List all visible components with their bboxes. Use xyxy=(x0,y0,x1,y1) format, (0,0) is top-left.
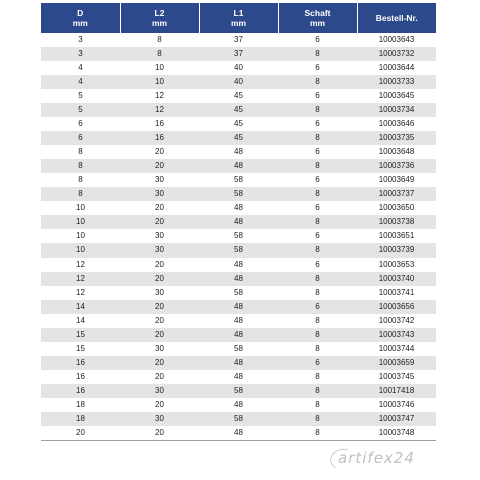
cell-bestell-nr: 10003736 xyxy=(357,159,436,173)
cell-l2: 30 xyxy=(155,175,164,185)
table-row xyxy=(41,272,436,286)
cell-d: 8 xyxy=(78,175,83,185)
cell-l2: 30 xyxy=(120,384,199,398)
table-row xyxy=(41,356,436,370)
cell-l1: 58 xyxy=(234,175,243,185)
cell-l1: 40 xyxy=(234,63,243,73)
cell-l2: 16 xyxy=(155,119,164,129)
cell-d: 20 xyxy=(41,426,120,441)
cell-d: 18 xyxy=(41,412,120,426)
cell-bestell-nr: 10003738 xyxy=(357,215,436,229)
table-row xyxy=(41,243,436,257)
cell-l1: 48 xyxy=(234,371,243,381)
cell-d: 8 xyxy=(41,159,120,173)
cell-d: 3 xyxy=(41,47,120,61)
table-row xyxy=(41,75,436,89)
cell-d: 6 xyxy=(41,131,120,145)
cell-schaft: 8 xyxy=(278,426,357,441)
cell-d: 14 xyxy=(41,300,120,314)
artifex24-logo xyxy=(332,446,444,472)
cell-l2: 30 xyxy=(120,412,199,426)
cell-l1: 58 xyxy=(199,384,278,398)
cell-bestell-nr: 10003653 xyxy=(378,259,415,269)
table-row xyxy=(41,173,436,187)
column-header-l2 xyxy=(120,3,199,33)
column-header-schaft-unit: mm xyxy=(309,18,326,28)
cell-d: 4 xyxy=(78,63,83,73)
cell-l2: 8 xyxy=(120,47,199,61)
cell-schaft: 8 xyxy=(278,215,357,229)
table-row xyxy=(41,187,436,201)
cell-l2: 20 xyxy=(120,426,199,441)
cell-bestell-nr: 10003744 xyxy=(378,343,415,353)
table-body xyxy=(41,33,436,440)
cell-d: 12 xyxy=(76,287,85,297)
cell-bestell-nr: 10003644 xyxy=(378,63,415,73)
cell-d: 15 xyxy=(76,343,85,353)
cell-d: 12 xyxy=(76,259,85,269)
column-header-l1-label: L1 xyxy=(233,8,244,18)
cell-l1: 58 xyxy=(199,243,278,257)
cell-schaft: 8 xyxy=(278,187,357,201)
cell-schaft: 8 xyxy=(278,47,357,61)
product-table xyxy=(41,3,436,441)
cell-bestell-nr: 10003648 xyxy=(378,147,415,157)
cell-bestell-nr: 10003740 xyxy=(357,272,436,286)
column-header-l1 xyxy=(199,3,278,33)
cell-schaft: 8 xyxy=(278,159,357,173)
cell-bestell-nr: 10003735 xyxy=(357,131,436,145)
cell-schaft: 8 xyxy=(278,328,357,342)
column-header-schaft-label: Schaft xyxy=(304,8,331,18)
cell-bestell-nr: 10003745 xyxy=(378,371,415,381)
table-row xyxy=(41,131,436,145)
cell-l2: 10 xyxy=(155,63,164,73)
cell-schaft: 6 xyxy=(315,259,320,269)
product-table-container xyxy=(41,3,436,441)
column-header-bestell-nr-label: Bestell-Nr. xyxy=(375,13,418,23)
cell-d: 10 xyxy=(41,243,120,257)
cell-bestell-nr: 10017418 xyxy=(357,384,436,398)
table-row xyxy=(41,286,436,300)
cell-l2: 20 xyxy=(120,272,199,286)
cell-schaft: 8 xyxy=(278,272,357,286)
cell-schaft: 8 xyxy=(315,287,320,297)
cell-l2: 20 xyxy=(120,356,199,370)
table-row xyxy=(41,342,436,356)
cell-l1: 45 xyxy=(199,103,278,117)
cell-d: 12 xyxy=(41,272,120,286)
cell-l1: 48 xyxy=(199,300,278,314)
table-row xyxy=(41,89,436,103)
cell-d: 10 xyxy=(76,231,85,241)
cell-l2: 30 xyxy=(155,231,164,241)
column-header-l2-label: L2 xyxy=(154,8,165,18)
cell-d: 18 xyxy=(76,399,85,409)
cell-bestell-nr: 10003747 xyxy=(357,412,436,426)
table-row xyxy=(41,47,436,61)
cell-d: 16 xyxy=(41,356,120,370)
cell-bestell-nr: 10003733 xyxy=(357,75,436,89)
cell-l1: 58 xyxy=(199,187,278,201)
cell-l1: 48 xyxy=(234,203,243,213)
cell-l1: 37 xyxy=(199,47,278,61)
cell-l2: 20 xyxy=(155,315,164,325)
cell-l2: 12 xyxy=(155,91,164,101)
table-row xyxy=(41,33,436,47)
cell-bestell-nr: 10003645 xyxy=(378,91,415,101)
cell-schaft: 8 xyxy=(278,75,357,89)
table-header xyxy=(41,3,436,33)
cell-schaft: 8 xyxy=(315,399,320,409)
cell-l1: 48 xyxy=(199,159,278,173)
cell-l2: 30 xyxy=(155,343,164,353)
cell-l2: 30 xyxy=(120,243,199,257)
cell-l2: 20 xyxy=(155,147,164,157)
cell-bestell-nr: 10003737 xyxy=(357,187,436,201)
cell-bestell-nr: 10003732 xyxy=(357,47,436,61)
table-row xyxy=(41,103,436,117)
column-header-d xyxy=(41,3,120,33)
cell-l1: 48 xyxy=(199,356,278,370)
logo-text: artifex24 xyxy=(338,449,415,467)
cell-l1: 45 xyxy=(234,91,243,101)
cell-l1: 58 xyxy=(234,343,243,353)
cell-bestell-nr: 10003646 xyxy=(378,119,415,129)
table-row xyxy=(41,426,436,441)
table-row xyxy=(41,201,436,215)
cell-bestell-nr: 10003742 xyxy=(378,315,415,325)
cell-schaft: 6 xyxy=(315,119,320,129)
cell-d: 8 xyxy=(78,147,83,157)
column-header-bestell-nr xyxy=(357,3,436,33)
cell-l2: 30 xyxy=(120,187,199,201)
cell-l2: 20 xyxy=(120,300,199,314)
cell-bestell-nr: 10003650 xyxy=(378,203,415,213)
column-header-l2-unit: mm xyxy=(151,18,168,28)
cell-d: 5 xyxy=(78,91,83,101)
cell-l2: 20 xyxy=(120,215,199,229)
table-row xyxy=(41,370,436,384)
cell-l2: 30 xyxy=(155,287,164,297)
table-row xyxy=(41,300,436,314)
cell-schaft: 8 xyxy=(315,343,320,353)
cell-schaft: 8 xyxy=(315,315,320,325)
cell-l1: 58 xyxy=(234,287,243,297)
cell-schaft: 8 xyxy=(278,131,357,145)
cell-l1: 48 xyxy=(199,215,278,229)
cell-l1: 40 xyxy=(199,75,278,89)
table-row xyxy=(41,412,436,426)
cell-schaft: 6 xyxy=(315,63,320,73)
cell-l1: 45 xyxy=(234,119,243,129)
cell-l1: 45 xyxy=(199,131,278,145)
cell-bestell-nr: 10003643 xyxy=(378,35,415,45)
cell-d: 4 xyxy=(41,75,120,89)
cell-bestell-nr: 10003651 xyxy=(378,231,415,241)
table-row xyxy=(41,215,436,229)
cell-d: 10 xyxy=(41,215,120,229)
cell-l2: 20 xyxy=(155,399,164,409)
table-row xyxy=(41,384,436,398)
cell-d: 16 xyxy=(41,384,120,398)
cell-l2: 10 xyxy=(120,75,199,89)
cell-l1: 48 xyxy=(234,147,243,157)
column-header-l1-unit: mm xyxy=(230,18,247,28)
cell-bestell-nr: 10003656 xyxy=(357,300,436,314)
cell-l1: 37 xyxy=(234,35,243,45)
cell-schaft: 6 xyxy=(315,203,320,213)
cell-d: 3 xyxy=(78,35,83,45)
table-row xyxy=(41,314,436,328)
cell-l2: 20 xyxy=(120,328,199,342)
cell-bestell-nr: 10003748 xyxy=(357,426,436,441)
cell-bestell-nr: 10003743 xyxy=(357,328,436,342)
cell-l1: 58 xyxy=(234,231,243,241)
cell-d: 14 xyxy=(76,315,85,325)
cell-l2: 20 xyxy=(155,259,164,269)
table-row xyxy=(41,117,436,131)
cell-bestell-nr: 10003741 xyxy=(378,287,415,297)
cell-d: 5 xyxy=(41,103,120,117)
cell-bestell-nr: 10003659 xyxy=(357,356,436,370)
table-row xyxy=(41,398,436,412)
cell-schaft: 6 xyxy=(315,91,320,101)
header-row xyxy=(41,3,436,33)
cell-l1: 48 xyxy=(234,259,243,269)
cell-d: 6 xyxy=(78,119,83,129)
table-row xyxy=(41,258,436,272)
cell-schaft: 6 xyxy=(315,175,320,185)
cell-l1: 48 xyxy=(234,315,243,325)
cell-l1: 48 xyxy=(199,272,278,286)
cell-l2: 16 xyxy=(120,131,199,145)
table-row xyxy=(41,328,436,342)
table-row xyxy=(41,145,436,159)
cell-l2: 12 xyxy=(120,103,199,117)
cell-schaft: 8 xyxy=(278,103,357,117)
cell-schaft: 8 xyxy=(315,371,320,381)
cell-d: 8 xyxy=(41,187,120,201)
cell-schaft: 8 xyxy=(278,384,357,398)
cell-schaft: 8 xyxy=(278,412,357,426)
cell-schaft: 6 xyxy=(278,300,357,314)
cell-schaft: 6 xyxy=(278,356,357,370)
cell-l1: 58 xyxy=(199,412,278,426)
cell-schaft: 6 xyxy=(315,35,320,45)
table-row xyxy=(41,159,436,173)
cell-l1: 48 xyxy=(199,328,278,342)
cell-l1: 48 xyxy=(234,399,243,409)
cell-l2: 20 xyxy=(155,371,164,381)
cell-l2: 8 xyxy=(157,35,162,45)
cell-bestell-nr: 10003734 xyxy=(357,103,436,117)
cell-bestell-nr: 10003739 xyxy=(357,243,436,257)
table-row xyxy=(41,61,436,75)
cell-bestell-nr: 10003649 xyxy=(378,175,415,185)
cell-schaft: 6 xyxy=(315,231,320,241)
cell-l1: 48 xyxy=(199,426,278,441)
cell-l2: 20 xyxy=(120,159,199,173)
cell-schaft: 6 xyxy=(315,147,320,157)
column-header-d-label: D xyxy=(77,8,84,18)
cell-d: 16 xyxy=(76,371,85,381)
cell-schaft: 8 xyxy=(278,243,357,257)
table-row xyxy=(41,229,436,243)
cell-l2: 20 xyxy=(155,203,164,213)
column-header-d-unit: mm xyxy=(72,18,88,28)
column-header-schaft xyxy=(278,3,357,33)
cell-bestell-nr: 10003746 xyxy=(378,399,415,409)
cell-d: 15 xyxy=(41,328,120,342)
cell-d: 10 xyxy=(76,203,85,213)
